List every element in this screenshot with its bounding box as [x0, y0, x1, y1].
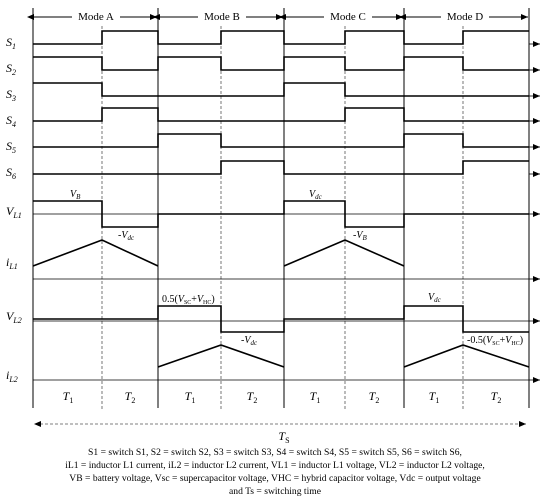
label-vl1: $V_{L1}$ [6, 204, 22, 220]
switch-waveforms [33, 31, 529, 174]
vl1-waveform [33, 189, 529, 242]
phase-dividers [102, 26, 463, 410]
phase-a-t2: $T_2$ [124, 389, 136, 405]
label-s4: $S_4$ [6, 113, 16, 129]
waveform-s2 [33, 57, 529, 70]
label-s2: $S_2$ [6, 61, 16, 77]
label-s6: $S_6$ [6, 165, 16, 181]
mode-header [33, 9, 528, 23]
caption-line-4: and Ts = switching time [229, 486, 321, 497]
vl1-label-neg-vdc: $-V_{dc}$ [118, 230, 135, 242]
vl2-label-half-sum: $0.5(V_{SC}+V_{HC})$ [162, 294, 215, 306]
caption-line-1: S1 = switch S1, S2 = switch S2, S3 = switch S3, S4 = switch S4, S5 = switch S5, S6 = switch S6, [88, 447, 462, 458]
label-vl2: $V_{L2}$ [6, 309, 22, 325]
phase-d-t1: $T_1$ [428, 389, 440, 405]
waveform-s1 [33, 31, 529, 44]
vl1-label-neg-vb: $-V_B$ [353, 230, 367, 242]
phase-a-t1: $T_1$ [62, 389, 74, 405]
caption-line-2: iL1 = inductor L1 current, iL2 = inductor L2 current, VL1 = inductor L1 voltage, VL2 = inductor L2 voltage, [65, 460, 485, 471]
phase-b-t2: $T_2$ [246, 389, 258, 405]
label-s3: $S_3$ [6, 87, 16, 103]
signal-axis-arrows [529, 44, 540, 380]
signal-labels [6, 35, 22, 384]
waveform-s4 [33, 108, 529, 121]
mode-a-label: Mode A [78, 11, 114, 23]
phase-c-t1: $T_1$ [309, 389, 321, 405]
vl2-label-vdc: $V_{dc}$ [428, 292, 441, 304]
period-label: $T_S$ [278, 429, 290, 445]
mode-c-label: Mode C [330, 11, 366, 23]
phase-d-t2: $T_2$ [490, 389, 502, 405]
vl2-waveform [33, 292, 529, 347]
vl2-label-neg-vdc: $-V_{dc}$ [241, 335, 258, 347]
il2-waveform [33, 345, 529, 380]
il1-waveform [33, 240, 529, 279]
waveform-s3 [33, 83, 529, 96]
waveform-s6 [33, 161, 529, 174]
vl2-label-neg-half-sum: $-0.5(V_{SC}+V_{HC})$ [467, 335, 524, 347]
phase-labels [63, 389, 502, 405]
caption-line-3: VB = battery voltage, Vsc = supercapacitor voltage, VHC = hybrid capacitor voltage, Vdc = output voltage [69, 473, 481, 484]
vl1-label-vdc: $V_{dc}$ [309, 189, 322, 201]
label-il1: $i_{L1}$ [6, 255, 18, 271]
figure-caption [0, 446, 550, 498]
label-s1: $S_1$ [6, 35, 16, 51]
mode-d-label: Mode D [446, 11, 484, 23]
vl1-label-vb: $V_B$ [70, 189, 81, 201]
phase-c-t2: $T_2$ [368, 389, 380, 405]
label-il2: $i_{L2}$ [6, 368, 18, 384]
period-span [40, 424, 526, 445]
mode-b-label: Mode B [204, 11, 240, 23]
label-s5: $S_5$ [6, 139, 16, 155]
phase-b-t1: $T_1$ [184, 389, 196, 405]
waveform-s5 [33, 134, 529, 147]
